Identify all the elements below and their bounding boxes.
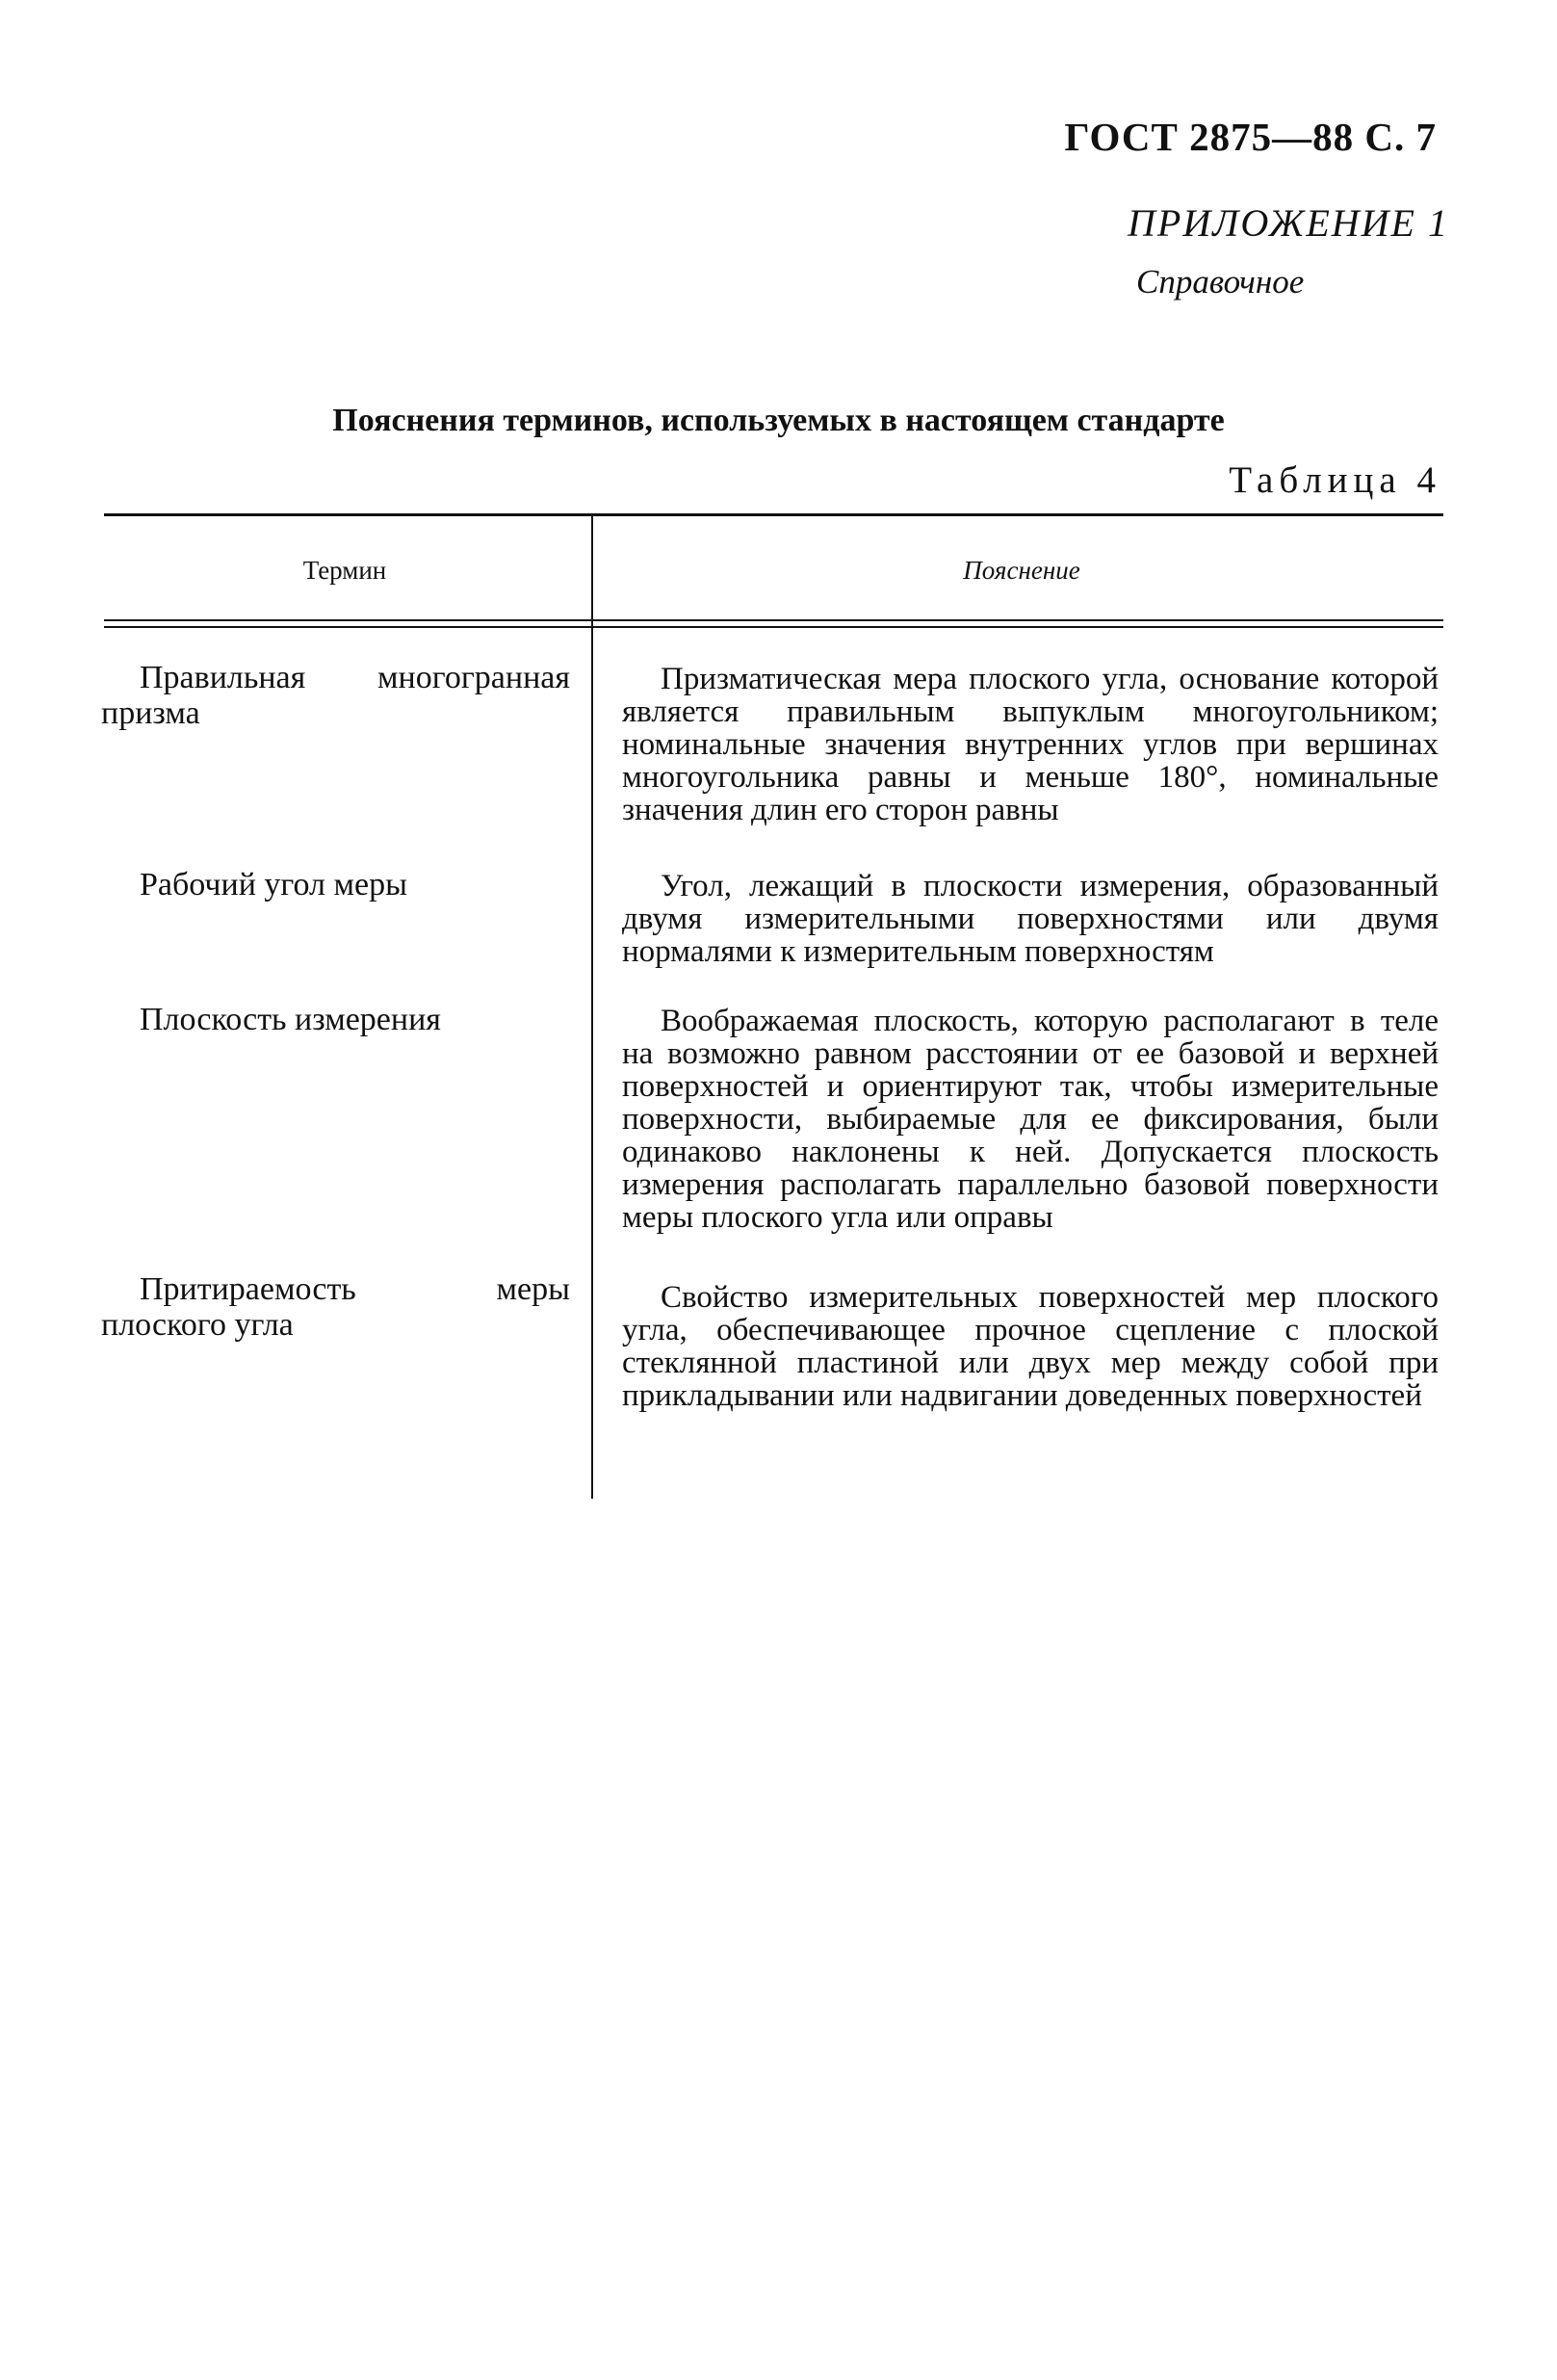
- column-divider: [591, 516, 593, 1499]
- header-bottom-rule: [104, 619, 1443, 621]
- explanation-cell: Призматическая мера плоского угла, основание которой является правильным выпуклым многоугольником; номинальные значения внутренних углов при вершинах многоугольника равны и меньше 180°, номинальные значения длин его сторон равны: [622, 662, 1439, 827]
- term-cell: Правильная многогранная призма: [101, 660, 570, 731]
- explanation-cell: Угол, лежащий в плоскости измерения, образованный двумя измерительными поверхностями или двумя нормалями к измерительным поверхностям: [622, 869, 1439, 969]
- table-label: Таблица 4: [1229, 459, 1441, 501]
- term-cell: Плоскость измерения: [140, 1002, 441, 1037]
- column-header-explanation: Пояснение: [963, 556, 1080, 585]
- term-cell: Притираемость меры плоского угла: [101, 1271, 570, 1343]
- document-title: Пояснения терминов, используемых в настоящем стандарте: [332, 403, 1225, 438]
- document-reference: ГОСТ 2875—88 С. 7: [1064, 115, 1437, 159]
- explanation-cell: Свойство измерительных поверхностей мер плоского угла, обеспечивающее прочное сцепление с плоской стеклянной пластиной или двух мер между собой при прикладывании или надвигании доведенных поверхностей: [622, 1280, 1439, 1413]
- explanation-cell: Воображаемая плоскость, которую располагают в теле на возможно равном расстоянии от ее базовой и верхней поверхностей и ориентируют так, чтобы измерительные поверхности, выбираемые для ее фиксирования, были одинаково наклонены к ней. Допускается плоскость измерения располагать параллельно базовой поверхности меры плоского угла или оправы: [622, 1004, 1439, 1235]
- header-bottom-rule-second: [104, 626, 1443, 628]
- table-top-rule: [104, 513, 1443, 516]
- appendix-type: Справочное: [1136, 263, 1305, 301]
- column-header-term: Термин: [302, 556, 387, 585]
- appendix-heading: ПРИЛОЖЕНИЕ 1: [1128, 201, 1449, 245]
- term-cell: Рабочий угол меры: [140, 867, 407, 902]
